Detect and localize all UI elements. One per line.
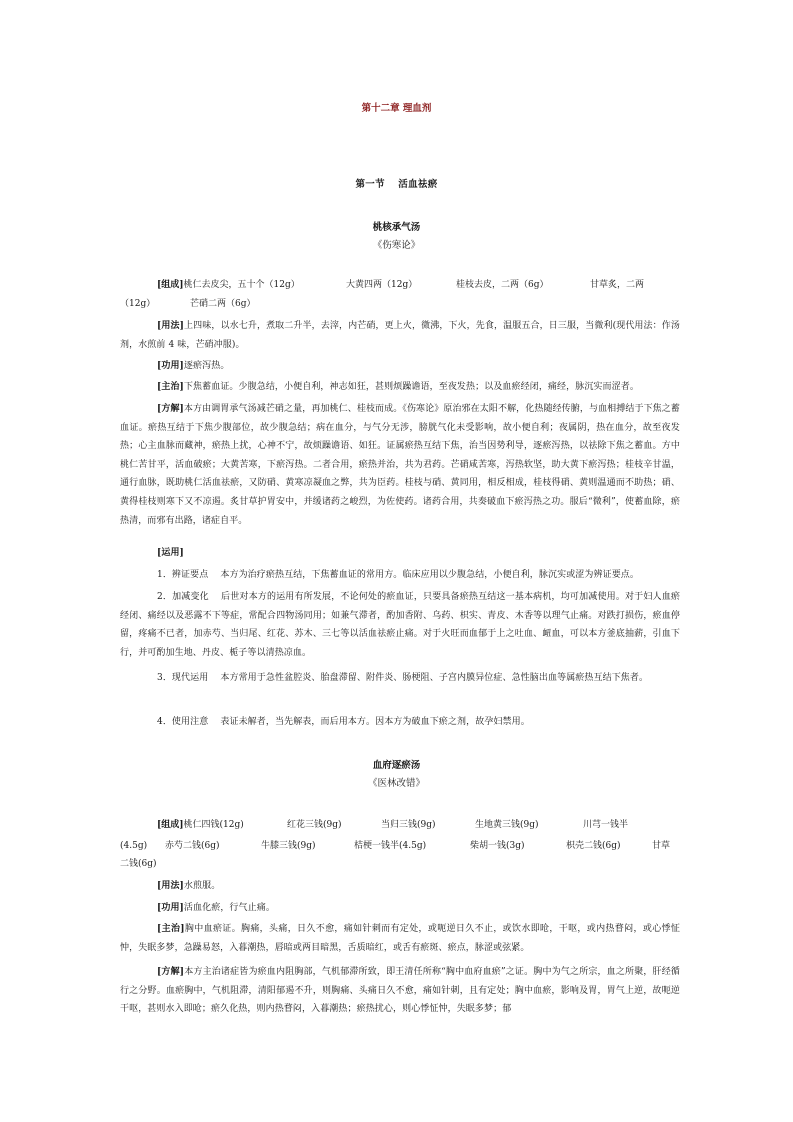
- ingredient: 桂枝去皮，二两（6g）: [456, 280, 549, 290]
- analysis-text: 本方由调胃承气汤减芒硝之量，再加桃仁、桂枝而成。《伤寒论》原治邪在太阳不解，化热随经传腑，与血相搏结于下焦之蓄血证。瘀热互结于下焦少腹部位，故少腹急结；病在血分，与气分无涉，膀胱气化未受影响，故小便自利；夜属阴，热在血分，故至夜发热；心主血脉而藏神，瘀热上扰，心神不宁，故烦躁谵语、如狂。证属瘀热互结下焦，治当因势利导，逐瘀泻热，以祛除下焦之蓄血。方中桃仁苦甘平，活血破瘀；大黄苦寒，下瘀泻热。二者合用，瘀热并治，共为君药。芒硝咸苦寒，泻热软坚，助大黄下瘀泻热；桂枝辛甘温，通行血脉，既助桃仁活血祛瘀，又防硝、黄寒凉凝血之弊，共为臣药。桂枝与硝、黄同用，相反相成，桂枝得硝、黄则温通而不助热；硝、黄得桂枝则寒下又不凉遏。炙甘草护胃安中，并缓诸药之峻烈，为佐使药。诸药合用，共奏破血下瘀泻热之功。服后“微利”，使蓄血除，瘀热清，而邪有出路，诸症自平。: [120, 404, 680, 526]
- application-point: 1．辨证要点 本方为治疗瘀热互结，下焦蓄血证的常用方。临床应用以少腹急结，小便自利，脉沉实或涩为辨证要点。: [157, 570, 639, 580]
- application-point: 3．现代运用 本方常用于急性盆腔炎、胎盘滞留、附件炎、肠梗阻、子宫内膜异位症、急性脑出血等属瘀热互结下焦者。: [157, 673, 649, 683]
- analysis-label: [方解]: [157, 404, 184, 414]
- chapter-title: 第十二章 理血剂: [361, 103, 432, 114]
- ingredient: 二钱(6g): [120, 859, 157, 869]
- ingredient: 芒硝二两（6g）: [190, 299, 256, 309]
- ingredient: 甘草: [652, 841, 671, 851]
- application-point: 4．使用注意 表证未解者，当先解表，而后用本方。因本方为破血下瘀之剂，故孕妇禁用。: [157, 717, 530, 727]
- formula-2-effect: [120, 899, 680, 918]
- composition-label: [组成]: [157, 820, 184, 830]
- ingredient: 生地黄三钱(9g): [475, 820, 539, 830]
- formula-2-usage: [120, 877, 680, 896]
- application-point: 2．加减变化 后世对本方的运用有所发展，不论何处的瘀血证，只要具备瘀热互结这一基本病机，均可加减使用。对于妇人血瘀经闭、痛经以及恶露不下等症，常配合四物汤同用；如兼气滞者，酌加香附、乌药、枳实、青皮、木香等以理气止痛。对跌打损伤，瘀血停留，疼痛不已者，加赤芍、当归尾、红花、苏木、三七等以活血祛瘀止痛。对于火旺而血郁于上之吐血、衄血，可以本方釜底抽薪，引血下行，并可酌加生地、丹皮、栀子等以清热凉血。: [120, 592, 680, 658]
- formula-1-name: 桃核承气汤: [372, 222, 421, 233]
- usage-text: 水煎服。: [183, 881, 221, 891]
- formula-1-indication: [120, 378, 680, 397]
- ingredient: (4.5g): [120, 841, 148, 851]
- indication-text: 胸中血瘀证。胸痛，头痛，日久不愈，痛如针刺而有定处，或呃逆日久不止，或饮水即呛，干呕，或内热瞀闷，或心悸怔忡，失眠多梦，急躁易怒，入暮潮热，唇暗或两目暗黑，舌质暗红，或舌有瘀斑、瘀点，脉涩或弦紧。: [120, 924, 680, 953]
- formula-2-indication: [120, 920, 680, 957]
- formula-1-effect: [120, 357, 680, 376]
- effect-text: 活血化瘀，行气止痛。: [183, 903, 275, 913]
- ingredient: 桔梗一钱半(4.5g): [354, 841, 427, 851]
- ingredient: 川芎一钱半: [583, 820, 629, 830]
- usage-label: [用法]: [157, 321, 184, 331]
- ingredient: （12g）: [120, 299, 156, 309]
- indication-label: [主治]: [157, 382, 184, 392]
- ingredient: 枳壳二钱(6g): [566, 841, 621, 851]
- usage-label: [用法]: [157, 881, 184, 891]
- effect-text: 逐瘀泻热。: [183, 361, 230, 371]
- formula-1-usage: [120, 317, 680, 354]
- composition-label: [组成]: [157, 280, 184, 290]
- ingredient: 甘草炙，二两: [590, 280, 645, 290]
- ingredient: 大黄四两（12g）: [346, 280, 418, 290]
- indication-text: 下焦蓄血证。少腹急结，小便自利，神志如狂，甚则烦躁谵语，至夜发热；以及血瘀经闭，痛经，脉沉实而涩者。: [183, 382, 639, 392]
- ingredient: 当归三钱(9g): [381, 820, 436, 830]
- formula-2-source: 《医林改错》: [367, 778, 425, 789]
- usage-text: 上四味，以水七升，煮取二升半，去滓，内芒硝，更上火，微沸，下火，先食，温服五合，日三服，当微利(现代用法：作汤剂，水煎前 4 味，芒硝冲服)。: [120, 321, 681, 350]
- formula-1-application-label: [120, 544, 680, 563]
- ingredient: 赤芍二钱(6g): [165, 841, 220, 851]
- effect-label: [功用]: [157, 903, 184, 913]
- analysis-label: [方解]: [157, 967, 185, 977]
- formula-1-source: 《伤寒论》: [372, 240, 421, 251]
- formula-2-name: 血府逐瘀汤: [372, 760, 421, 771]
- ingredient: 桃仁四钱(12g): [183, 820, 244, 830]
- ingredient: 红花三钱(9g): [287, 820, 342, 830]
- ingredient: 桃仁去皮尖，五十个（12g）: [183, 280, 300, 290]
- ingredient: 柴胡一钱(3g): [470, 841, 525, 851]
- formula-2-composition: [157, 816, 244, 834]
- formula-1-analysis: [120, 400, 680, 530]
- section-title: 第一节 活血祛瘀: [355, 179, 438, 190]
- formula-2-analysis: [120, 963, 680, 1019]
- application-label: [运用]: [157, 548, 184, 558]
- formula-1-composition: [157, 276, 300, 294]
- effect-label: [功用]: [157, 361, 184, 371]
- analysis-text: 本方主治诸症皆为瘀血内阻胸部，气机郁滞所致，即王清任所称“胸中血府血瘀”之证。胸中为气之所宗，血之所聚，肝经循行之分野。血瘀胸中，气机阻滞，清阳郁遏不升，则胸痛、头痛日久不愈，痛如针刺，且有定处；胸中血瘀，影响及胃，胃气上逆，故呃逆干呕，甚则水入即呛；瘀久化热，则内热瞀闷，入暮潮热；瘀热扰心，则心悸怔忡，失眠多梦；郁: [120, 967, 680, 1015]
- ingredient: 牛膝三钱(9g): [261, 841, 316, 851]
- indication-label: [主治]: [157, 924, 185, 934]
